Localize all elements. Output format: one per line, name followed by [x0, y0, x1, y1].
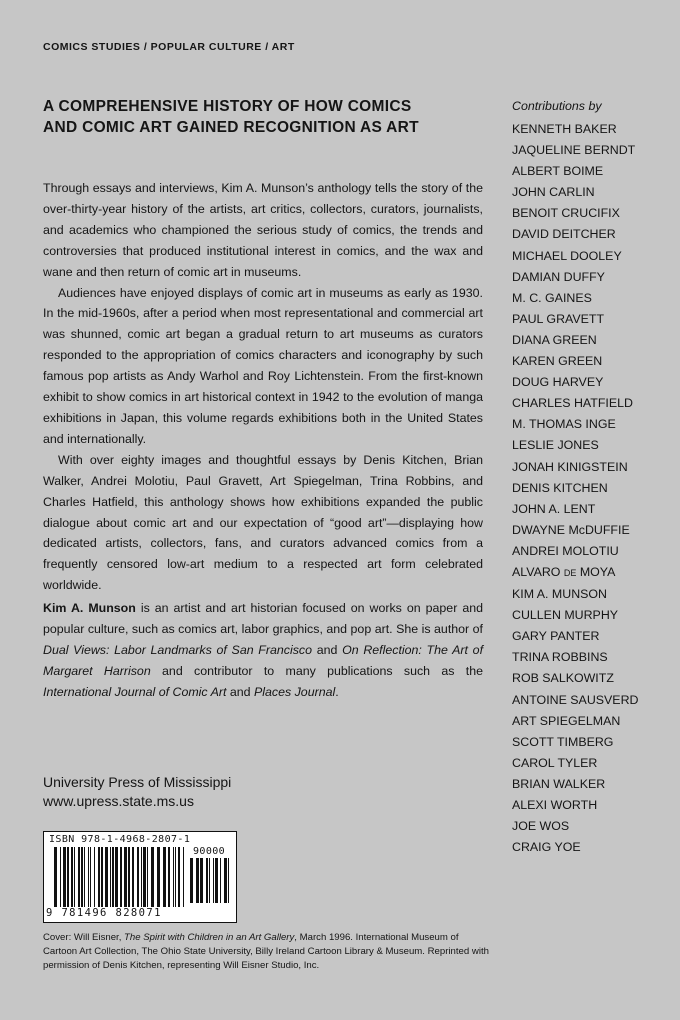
barcode-bar — [163, 847, 166, 907]
barcode-bar — [74, 847, 75, 907]
contributor-name: DAVID DEITCHER — [512, 227, 616, 242]
author-name: Kim A. Munson — [43, 601, 136, 615]
contributor-name: JOHN CARLIN — [512, 185, 595, 200]
isbn-barcode — [43, 831, 237, 923]
description-paragraph-2: Audiences have enjoyed displays of comic art in museums as early as 1930. In the mid-1960s, after a period when most representational and commercial art was shunned, comic art began a gradual return to art museums as curators responded to the appropriation of comics characters and iconography by such famous pop artists as Andy Warhol and Roy Lichtenstein. From the first-known exhibit to show comics in art historical context in 1942 to the evolution of manga exhibitions in Japan, this volume regards exhibitions both in the United States and internationally. — [43, 285, 483, 446]
description — [43, 178, 483, 596]
contributor-name: PAUL GRAVETT — [512, 311, 605, 326]
contributor-name: ROB SALKOWITZ — [512, 671, 614, 686]
barcode-bar — [71, 847, 73, 907]
barcode-bar — [112, 847, 114, 907]
publisher-url[interactable]: www.upress.state.ms.us — [43, 793, 194, 809]
barcode-bar — [168, 847, 170, 907]
barcode-bar — [60, 847, 61, 907]
barcode-bar — [124, 847, 127, 907]
ean-barcode-bars — [54, 847, 186, 907]
barcode-bar — [84, 847, 85, 907]
barcode-bar — [224, 858, 227, 903]
barcode-bar — [147, 847, 148, 907]
contributor-name: DWAYNE McDUFFIE — [512, 522, 630, 537]
contributor-name: KIM A. MUNSON — [512, 587, 608, 602]
barcode-bar — [183, 847, 184, 907]
contributor-name: KAREN GREEN — [512, 354, 603, 369]
barcode-bar — [178, 847, 180, 907]
barcode-bar — [209, 858, 210, 903]
price-code: 90000 — [193, 846, 226, 857]
bio-text-5: . — [335, 684, 339, 699]
contributor-name: CAROL TYLER — [512, 755, 598, 770]
publisher-block — [43, 773, 231, 811]
barcode-bar — [90, 847, 91, 907]
barcode-bar — [137, 847, 139, 907]
barcode-bar — [220, 858, 221, 903]
barcode-bar — [143, 847, 146, 907]
contributors-list — [512, 98, 638, 858]
barcode-bar — [94, 847, 95, 907]
barcode-bar — [157, 847, 160, 907]
headline — [43, 96, 493, 138]
cover-credit-prefix: Cover: Will Eisner, — [43, 932, 125, 943]
barcode-bar — [88, 847, 89, 907]
barcode-bar — [110, 847, 111, 907]
contributor-name: DENIS KITCHEN — [512, 480, 608, 495]
barcode-bar — [141, 847, 142, 907]
book-title-2: On Reflection: The Art of Margaret Harrison — [43, 642, 484, 678]
barcode-bar — [200, 858, 203, 903]
barcode-bar — [120, 847, 122, 907]
barcode-bar — [81, 847, 83, 907]
ean-digits: 9 781496 828071 — [46, 907, 162, 919]
barcode-bar — [151, 847, 154, 907]
publication-1: International Journal of Comic Art — [43, 684, 227, 699]
author-bio — [43, 598, 483, 703]
contributor-name: JONAH KINIGSTEIN — [512, 459, 628, 474]
contributor-name: ART SPIEGELMAN — [512, 713, 621, 728]
barcode-bar — [78, 847, 80, 907]
headline-line-2: AND COMIC ART GAINED RECOGNITION AS ART — [43, 119, 419, 136]
bio-text-1: is an artist and art historian focused on works on paper and popular culture, such as comics art, labor graphics, and pop art. She is author of — [43, 601, 483, 636]
bio-text-3: and contributor to many publications such as the — [150, 663, 483, 678]
barcode-bar — [173, 847, 174, 907]
barcode-bar — [105, 847, 108, 907]
contributor-name: ANDREI MOLOTIU — [512, 543, 619, 558]
category-label: COMICS STUDIES / POPULAR CULTURE / ART — [43, 41, 295, 53]
barcode-bar — [190, 858, 193, 903]
contributor-name: DAMIAN DUFFY — [512, 269, 605, 284]
barcode-bar — [101, 847, 103, 907]
barcode-bar — [196, 858, 199, 903]
contributor-name: TRINA ROBBINS — [512, 650, 608, 665]
contributor-name: DIANA GREEN — [512, 332, 597, 347]
contributor-name: ANTOINE SAUSVERD — [512, 692, 639, 707]
contributor-name: BENOIT CRUCIFIX — [512, 206, 620, 221]
contributor-name: ALEXI WORTH — [512, 798, 598, 812]
barcode-bar — [228, 858, 229, 903]
barcode-bar — [213, 858, 214, 903]
contributor-name: KENNETH BAKER — [512, 122, 617, 136]
barcode-bar — [128, 847, 130, 907]
contributors-heading: Contributions by — [512, 99, 602, 113]
contributor-name: BRIAN WALKER — [512, 776, 606, 791]
contributor-name: M. THOMAS INGE — [512, 417, 616, 432]
contributor-name: ALVARO DE MOYA — [512, 564, 616, 579]
bio-text-2: and — [312, 642, 343, 657]
contributor-name: CRAIG YOE — [512, 840, 581, 855]
contributor-name: GARY PANTER — [512, 629, 600, 644]
barcode-bar — [206, 858, 208, 903]
barcode-bar — [54, 847, 57, 907]
barcode-bar — [215, 858, 218, 903]
contributor-name: JAQUELINE BERNDT — [512, 143, 636, 158]
barcode-bar — [67, 847, 69, 907]
contributor-name: M. C. GAINES — [512, 290, 592, 305]
contributor-name: JOE WOS — [512, 819, 570, 834]
contributor-name: SCOTT TIMBERG — [512, 734, 614, 749]
contributor-names — [512, 119, 638, 858]
barcode-bar — [115, 847, 118, 907]
barcode-bar — [98, 847, 100, 907]
contributor-name: LESLIE JONES — [512, 438, 599, 453]
isbn-text: ISBN 978-1-4968-2807-1 — [49, 834, 191, 845]
contributor-name: DOUG HARVEY — [512, 375, 604, 390]
bio-text-4: and — [226, 684, 254, 699]
publication-2: Places Journal — [253, 684, 336, 699]
headline-line-1: A COMPREHENSIVE HISTORY OF HOW COMICS — [43, 98, 412, 115]
barcode-bar — [175, 847, 176, 907]
addon-barcode-bars — [190, 858, 230, 903]
contributor-name: CHARLES HATFIELD — [512, 396, 633, 411]
publisher-name: University Press of Mississippi — [43, 774, 232, 790]
cover-credit-rest: , March 1996. International Museum of Cartoon Art Collection, The Ohio State University, Billy Ireland Cartoon Library & Museum. Reprinted with permission of Denis Kitchen, representing Will Eisner Studio, Inc. — [43, 932, 489, 971]
contributor-name: JOHN A. LENT — [512, 501, 596, 516]
contributor-name: ALBERT BOIME — [512, 164, 604, 179]
description-paragraph-1: Through essays and interviews, Kim A. Munson’s anthology tells the story of the over-thirty-year history of the artists, art critics, collectors, curators, journalists, and academics who championed the serious study of comics, the trends and controversies that produced institutional interest in comics, and the wax and wane and then return of comic art in museums. — [43, 181, 483, 279]
barcode-bar — [132, 847, 134, 907]
contributor-name: MICHAEL DOOLEY — [512, 248, 622, 263]
description-paragraph-3: With over eighty images and thoughtful essays by Denis Kitchen, Brian Walker, Andrei Molotiu, Paul Gravett, Art Spiegelman, Trina Robbins, and Charles Hatfield, this anthology shows how exhibitions expanded the public dialogue about comic art and our expectation of “good art”—displaying how dedicated artists, collectors, fans, and curators advanced comics from a frequently censored low-art medium to a respected art form celebrated worldwide. — [43, 452, 483, 593]
book-title-1: Dual Views: Labor Landmarks of San Francisco — [43, 642, 313, 657]
cover-artwork-title: The Spirit with Children in an Art Gallery — [124, 932, 295, 943]
barcode-bar — [63, 847, 66, 907]
cover-credit — [43, 931, 493, 973]
contributor-name: CULLEN MURPHY — [512, 608, 619, 623]
